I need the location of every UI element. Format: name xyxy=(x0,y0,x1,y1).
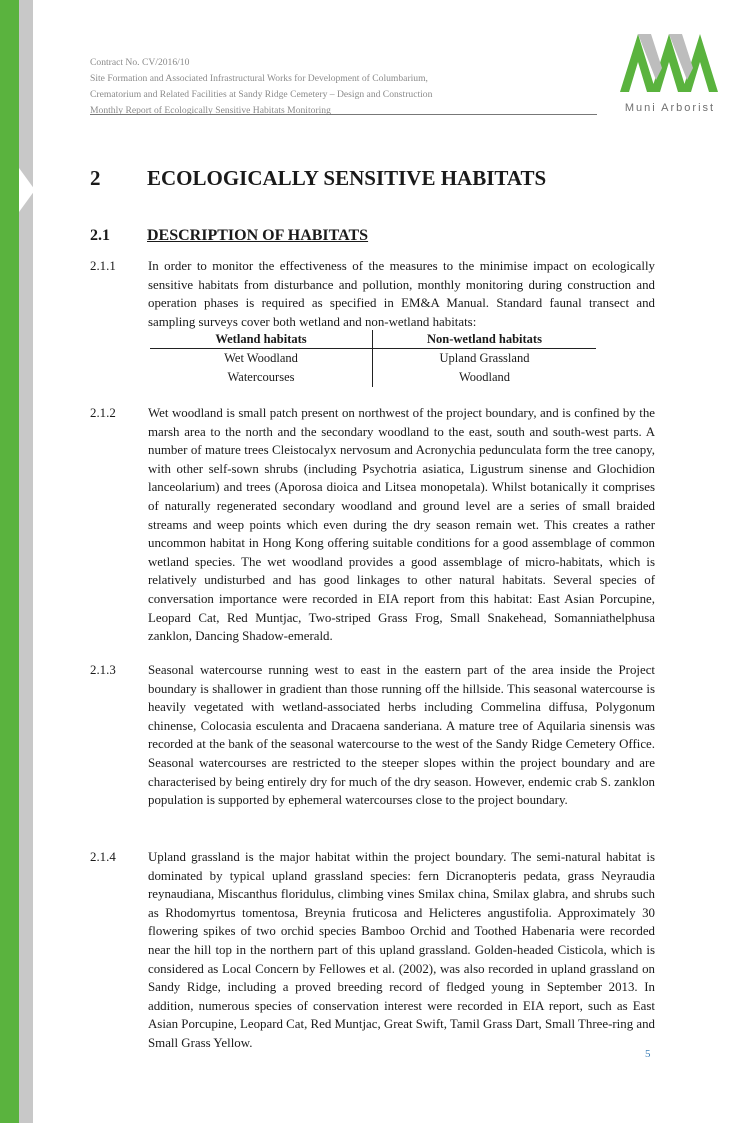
table-row xyxy=(150,368,596,387)
header-report-title: Monthly Report of Ecologically Sensitive Habitats Monitoring xyxy=(90,105,331,116)
header-contract: Contract No. CV/2016/10 xyxy=(90,57,190,68)
table-cell: Wet Woodland xyxy=(150,349,373,369)
header-title-line1: Site Formation and Associated Infrastructural Works for Development of Columbarium, xyxy=(90,73,428,84)
paragraph-text: Upland grassland is the major habitat within the project boundary. The semi-natural habitat is dominated by typical upland grassland species: fern Dicranopteris pedata, grass Neyraudia reynaudiana, Miscanthus floridulus, climbing vines Smilax china, Smilax glabra, and shrubs such as Rhodomyrtus tomentosa, Breynia fruticosa and Helicteres angustifolia. Approximately 30 flowering spikes of two orchid species Bamboo Orchid and Toothed Habenaria were recorded near the hill top in the northern part of this upland grassland. Golden-headed Cisticola, which is considered as Local Concern by Fellowes et al. (2002), was also recorded in upland grassland on Sandy Ridge, including a proved breeding record of fledged young in September 2013. In addition, numerous species of conservation interest were recorded in EIA report, such as East Asian Porcupine, Leopard Cat, Red Muntjac, Great Swift, Tamil Grass Dart, Small Three-ring and Small Grass Yellow. xyxy=(148,850,655,1050)
page-number: 5 xyxy=(645,1048,651,1060)
table-header-row xyxy=(150,330,596,349)
table-header-non-wetland: Non-wetland habitats xyxy=(373,330,597,349)
table-header-wetland: Wetland habitats xyxy=(150,330,373,349)
paragraph-text: In order to monitor the effectiveness of the measures to the minimise impact on ecologically sensitive habitats from disturbance and pollution, monthly monitoring during construction and operation phases is required as specified in EM&A Manual. Standard faunal transect and sampling surveys cover both wetland and non-wetland habitats: xyxy=(148,259,655,329)
table-cell: Woodland xyxy=(458,370,511,384)
table-cell: Watercourses xyxy=(150,368,373,387)
paragraph-text: Seasonal watercourse running west to east in the eastern part of the area inside the Project boundary is shallower in gradient than those running off the hillside. This seasonal watercourse is heavily vegetated with wetland-associated herbs including Commelina diffusa, Polygonum chinense, Colocasia esculenta and Dracaena sanderiana. A mature tree of Aquilaria sinensis was recorded at the bank of the seasonal watercourse to the west of the Sandy Ridge Cemetery Office. Seasonal watercourses are restricted to the steeper slopes within the project boundary and are characterised by being entirely dry for much of the dry season. However, endemic crab S. zanklon population is supported by ephemeral watercourses close to the project boundary. xyxy=(148,663,655,808)
subsection-title: DESCRIPTION OF HABITATS xyxy=(147,227,369,244)
paragraph-number: 2.1.1 xyxy=(90,259,116,273)
logo-text: Muni Arborist xyxy=(624,102,716,114)
section-number: 2 xyxy=(90,166,101,190)
habitat-table xyxy=(150,330,596,387)
header-rule xyxy=(90,114,597,115)
table-row xyxy=(150,349,596,369)
paragraph-number: 2.1.3 xyxy=(90,663,116,677)
subsection-number: 2.1 xyxy=(90,227,110,244)
paragraph-text: Wet woodland is small patch present on northwest of the project boundary, and is confined by the marsh area to the north and the secondary woodland to the east, south and south-west parts. A number of mature trees Cleistocalyx nervosum and Acronychia pedunculata form the tree canopy, with other self-sown shrubs (including Psychotria asiatica, Ligustrum sinense and Glochidion lanceolarium) and trees (Aporosa dioica and Litsea monopetala). Whilst botanically it comprises of naturally regenerated secondary woodland and ground level are a series of small braided streams and weep points which even during the dry season remain wet. This creates a rather uncommon habitat in Hong Kong offering suitable conditions for a good assemblage of common wetland species. The wet woodland provides a good assemblage of micro-habitats, which is relatively undisturbed and has good linkages to other natural habitats. Several species of conversation importance were recorded in EIA report from this habitat: East Asian Porcupine, Leopard Cat, Red Muntjac, Two-striped Grass Frog, Small Snakehead, Somanniathelphusa zanklon, Dancing Shadow-emerald. xyxy=(148,406,655,644)
section-title: ECOLOGICALLY SENSITIVE HABITATS xyxy=(147,166,547,190)
paragraph-number: 2.1.2 xyxy=(90,406,116,420)
left-bar-notch xyxy=(19,168,35,212)
company-logo xyxy=(612,28,728,120)
logo-mark-icon xyxy=(620,28,720,98)
left-green-bar xyxy=(0,0,19,1123)
paragraph-number: 2.1.4 xyxy=(90,850,116,864)
header-title-line2: Crematorium and Related Facilities at Sandy Ridge Cemetery – Design and Construction xyxy=(90,89,433,100)
document-header xyxy=(90,55,596,119)
table-cell: Upland Grassland xyxy=(439,351,530,365)
